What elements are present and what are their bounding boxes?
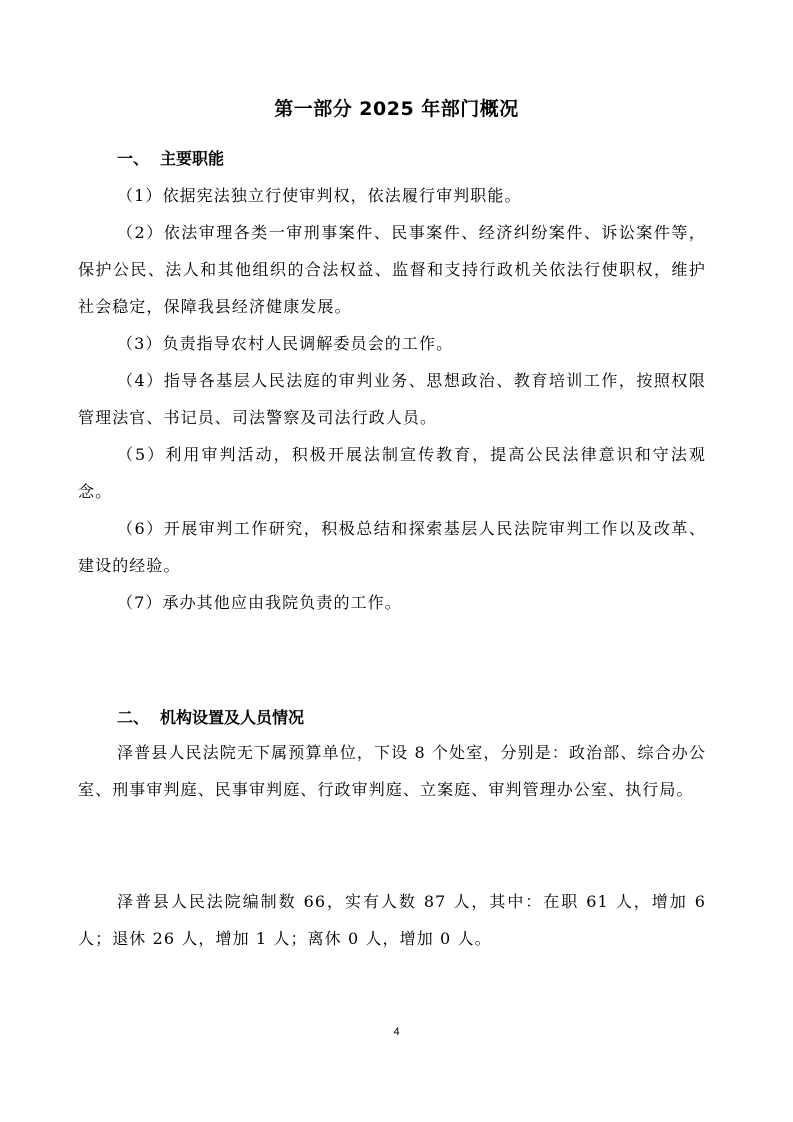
page-number: 4 — [393, 1026, 400, 1038]
section-heading-functions — [117, 147, 224, 171]
organization-paragraph: 泽普县人民法院无下属预算单位，下设 8 个处室，分别是：政治部、综合办公室、刑事审判庭、民事审判庭、行政审判庭、立案庭、审判管理办公室、执行局。 — [78, 743, 706, 799]
section-number: 一、 — [117, 149, 150, 168]
function-item-3: （3）负责指导农村人民调解委员会的工作。 — [117, 334, 454, 353]
function-item-6: （6）开展审判工作研究，积极总结和探索基层人民法院审判工作以及改革、建设的经验。 — [78, 519, 706, 575]
function-item-5: （5）利用审判活动，积极开展法制宣传教育，提高公民法律意识和守法观念。 — [78, 445, 706, 501]
function-item-2: （2）依法审理各类一审刑事案件、民事案件、经济纠纷案件、诉讼案件等，保护公民、法人和其他组织的合法权益、监督和支持行政机关依法行使职权，维护社会稳定，保障我县经济健康发展。 — [78, 223, 706, 316]
function-item-4: （4）指导各基层人民法庭的审判业务、思想政治、教育培训工作，按照权限管理法官、书记员、司法警察及司法行政人员。 — [78, 371, 706, 427]
section-heading-organization — [117, 706, 304, 730]
function-item-1: （1）依据宪法独立行使审判权，依法履行审判职能。 — [117, 186, 522, 205]
section-heading-text: 主要职能 — [160, 149, 225, 168]
section-heading-text: 机构设置及人员情况 — [160, 708, 305, 727]
section-number: 二、 — [117, 708, 150, 727]
staffing-paragraph: 泽普县人民法院编制数 66，实有人数 87 人，其中：在职 61 人，增加 6 人；退休 26 人，增加 1 人；离休 0 人，增加 0 人。 — [78, 892, 706, 948]
page-title: 第一部分 2025 年部门概况 — [274, 98, 519, 120]
function-item-7: （7）承办其他应由我院负责的工作。 — [117, 593, 402, 612]
